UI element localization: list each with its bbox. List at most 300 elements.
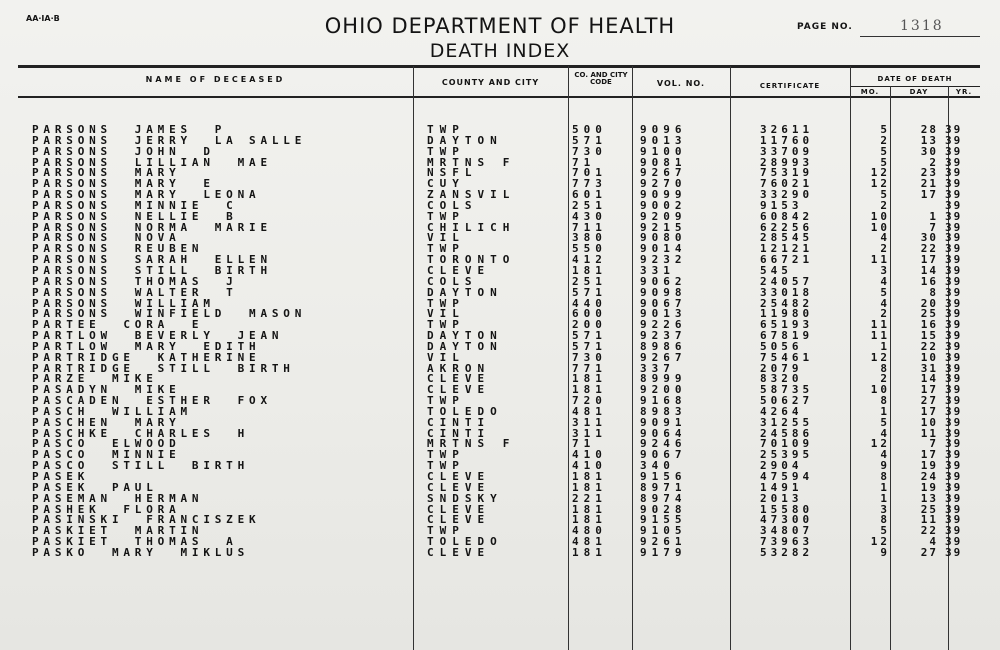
deceased-name: PARTEE CORA E (32, 318, 204, 332)
county-city-code: 571 (572, 329, 607, 343)
volume-number: 9261 (640, 535, 687, 549)
deceased-name: PASKO MARY MIKLUS (32, 545, 250, 559)
certificate-number: 1491 (760, 480, 803, 494)
header-year: YR. (955, 88, 973, 96)
certificate-number: 2079 (760, 361, 803, 375)
deceased-name: PARSONS WINFIELD MASON (32, 307, 307, 321)
index-rows (0, 124, 1000, 558)
death-year: 39 (945, 231, 963, 245)
county-city: CINTI (427, 426, 491, 440)
county-city-code: 181 (572, 480, 607, 494)
county-city-code: 410 (572, 459, 607, 473)
county-city-code: 481 (572, 535, 607, 549)
death-year: 39 (945, 535, 963, 549)
death-year: 39 (945, 123, 963, 136)
page-title: OHIO DEPARTMENT OF HEALTH (324, 14, 676, 38)
death-year: 39 (945, 426, 963, 440)
county-city-code: 730 (572, 350, 607, 364)
form-code: AA·IA·B (26, 14, 60, 23)
death-month: 5 (880, 285, 890, 299)
death-month: 3 (880, 502, 890, 516)
county-city: CLEVE (427, 545, 491, 559)
death-day: 25 (920, 307, 938, 321)
table-row (0, 460, 1000, 471)
county-city-code: 601 (572, 188, 607, 202)
volume-number: 9179 (640, 545, 687, 559)
county-city: CUY (427, 177, 465, 191)
death-month: 10 (870, 220, 890, 234)
death-day: 10 (920, 350, 938, 364)
deceased-name: PARSONS WALTER T (32, 285, 238, 299)
death-year: 39 (945, 394, 963, 408)
volume-number: 9080 (640, 231, 687, 245)
death-year: 39 (945, 480, 963, 494)
county-city: TWP (427, 209, 465, 223)
certificate-number: 76021 (760, 177, 814, 191)
deceased-name: PARSONS MARY (32, 166, 181, 180)
deceased-name: PASEK (32, 470, 90, 483)
county-city: TWP (427, 318, 465, 332)
death-month: 11 (870, 253, 890, 267)
death-month: 8 (880, 470, 890, 483)
death-day: 13 (920, 133, 938, 147)
deceased-name: PASCADEN ESTHER FOX (32, 394, 272, 408)
death-year: 39 (945, 350, 963, 364)
death-day: 17 (920, 188, 938, 202)
volume-number: 9270 (640, 177, 687, 191)
deceased-name: PARSONS SARAH ELLEN (32, 253, 272, 267)
page-subtitle: DEATH INDEX (429, 40, 571, 62)
death-year: 39 (945, 372, 963, 386)
death-day: 27 (920, 394, 938, 408)
county-city: DAYTON (427, 133, 503, 147)
county-city: CLEVE (427, 470, 491, 483)
deceased-name: PASKIET THOMAS A (32, 535, 238, 549)
county-city: SNDSKY (427, 491, 503, 505)
county-city-code: 550 (572, 242, 607, 256)
deceased-name: PASCH WILLIAM (32, 404, 192, 418)
certificate-number: 70109 (760, 437, 814, 451)
county-city-code: 251 (572, 274, 607, 288)
county-city: CLEVE (427, 263, 491, 277)
deceased-name: PASCO MINNIE (32, 448, 181, 462)
county-city-code: 221 (572, 491, 607, 505)
death-year: 39 (945, 177, 963, 191)
death-month: 5 (880, 155, 890, 169)
certificate-number: 545 (760, 263, 792, 277)
county-city-code: 380 (572, 231, 607, 245)
date-header-divider (850, 86, 980, 87)
county-city-code: 480 (572, 524, 607, 538)
county-city: CHILICH (427, 220, 516, 234)
county-city-code: 571 (572, 339, 607, 353)
death-day: 16 (920, 274, 938, 288)
certificate-number: 2013 (760, 491, 803, 505)
county-city: COLS (427, 198, 478, 212)
certificate-number: 28545 (760, 231, 814, 245)
county-city: COLS (427, 274, 478, 288)
county-city-code: 730 (572, 144, 607, 158)
deceased-name: PARTLOW BEVERLY JEAN (32, 329, 284, 343)
death-year: 39 (945, 448, 963, 462)
death-day: 17 (920, 383, 938, 397)
death-day: 22 (920, 242, 938, 256)
certificate-number: 50627 (760, 394, 814, 408)
death-year: 39 (945, 404, 963, 418)
deceased-name: PASCO ELWOOD (32, 437, 181, 451)
county-city-code: 701 (572, 166, 607, 180)
county-city-code: 251 (572, 198, 607, 212)
certificate-number: 24057 (760, 274, 814, 288)
certificate-number: 67819 (760, 329, 814, 343)
county-city-code: 711 (572, 220, 607, 234)
county-city: AKRON (427, 361, 491, 375)
deceased-name: PARTLOW MARY EDITH (32, 339, 261, 353)
page-number-underline (860, 36, 980, 37)
volume-number: 9081 (640, 155, 687, 169)
certificate-number: 12121 (760, 242, 814, 256)
county-city-code: 200 (572, 318, 607, 332)
volume-number: 8999 (640, 372, 687, 386)
county-city: TORONTO (427, 253, 516, 267)
death-day: 1 (929, 209, 938, 223)
deceased-name: PARSONS JAMES P (32, 123, 227, 136)
deceased-name: PASEMAN HERMAN (32, 491, 204, 505)
county-city-code: 181 (572, 470, 607, 483)
death-month: 4 (880, 231, 890, 245)
death-month: 5 (880, 123, 890, 136)
header-cert: CERTIFICATE (759, 82, 821, 90)
county-city-code: 571 (572, 133, 607, 147)
county-city-code: 311 (572, 426, 607, 440)
certificate-number: 34807 (760, 524, 814, 538)
certificate-number: 4264 (760, 404, 803, 418)
death-day: 8 (929, 285, 938, 299)
death-month: 1 (880, 480, 890, 494)
death-day: 17 (920, 448, 938, 462)
county-city: VIL (427, 350, 465, 364)
volume-number: 8986 (640, 339, 687, 353)
county-city: TWP (427, 394, 465, 408)
death-year: 39 (945, 470, 963, 483)
county-city-code: 181 (572, 545, 607, 559)
certificate-number: 8320 (760, 372, 803, 386)
death-day: 16 (920, 318, 938, 332)
volume-number: 9168 (640, 394, 687, 408)
death-day: 13 (920, 491, 938, 505)
deceased-name: PARSONS MINNIE C (32, 198, 238, 212)
deceased-name: PARSONS REUBEN (32, 242, 204, 256)
certificate-number: 65193 (760, 318, 814, 332)
county-city-code: 412 (572, 253, 607, 267)
table-row (0, 352, 1000, 363)
death-year: 39 (945, 209, 963, 223)
county-city: DAYTON (427, 329, 503, 343)
county-city-code: 500 (572, 123, 607, 136)
death-year: 39 (945, 253, 963, 267)
certificate-number: 9153 (760, 198, 803, 212)
death-month: 4 (880, 296, 890, 310)
county-city: CLEVE (427, 372, 491, 386)
certificate-number: 62256 (760, 220, 814, 234)
volume-number: 9232 (640, 253, 687, 267)
deceased-name: PARTRIDGE KATHERINE (32, 350, 261, 364)
deceased-name: PARSONS NOVA (32, 231, 181, 245)
volume-number: 9067 (640, 448, 687, 462)
death-day: 4 (929, 535, 938, 549)
death-month: 2 (880, 198, 890, 212)
death-month: 12 (870, 350, 890, 364)
deceased-name: PASCO STILL BIRTH (32, 459, 250, 473)
county-city-code: 181 (572, 502, 607, 516)
county-city: DAYTON (427, 285, 503, 299)
death-month: 11 (870, 318, 890, 332)
county-city: TWP (427, 144, 465, 158)
death-month: 1 (880, 339, 890, 353)
certificate-number: 66721 (760, 253, 814, 267)
death-month: 8 (880, 394, 890, 408)
death-day: 14 (920, 372, 938, 386)
volume-number: 9209 (640, 209, 687, 223)
certificate-number: 33290 (760, 188, 814, 202)
county-city: TWP (427, 242, 465, 256)
death-month: 5 (880, 524, 890, 538)
deceased-name: PASEK PAUL (32, 480, 158, 494)
volume-number: 9155 (640, 513, 687, 527)
table-row (0, 287, 1000, 298)
county-city: NSFL (427, 166, 478, 180)
death-year: 39 (945, 318, 963, 332)
page-number-label: PAGE NO. (797, 22, 853, 32)
volume-number: 9002 (640, 198, 687, 212)
death-year: 39 (945, 198, 963, 212)
header-name: NAME OF DECEASED (145, 75, 286, 84)
county-city-code: 773 (572, 177, 607, 191)
volume-number: 9014 (640, 242, 687, 256)
death-year: 39 (945, 415, 963, 429)
death-year: 39 (945, 274, 963, 288)
death-month: 12 (870, 177, 890, 191)
volume-number: 9096 (640, 123, 687, 136)
death-day: 17 (920, 253, 938, 267)
death-month: 2 (880, 372, 890, 386)
death-day: 25 (920, 502, 938, 516)
county-city: TWP (427, 123, 465, 136)
deceased-name: PARSONS MARY LEONA (32, 188, 261, 202)
certificate-number: 33018 (760, 285, 814, 299)
county-city-code: 410 (572, 448, 607, 462)
death-day: 24 (920, 470, 938, 483)
county-city-code: 311 (572, 415, 607, 429)
death-year: 39 (945, 437, 963, 451)
death-month: 12 (870, 166, 890, 180)
deceased-name: PASKIET MARTIN (32, 524, 204, 538)
county-city-code: 181 (572, 383, 607, 397)
certificate-number: 75461 (760, 350, 814, 364)
death-month: 12 (870, 437, 890, 451)
death-year: 39 (945, 545, 963, 559)
deceased-name: PARSONS THOMAS J (32, 274, 238, 288)
certificate-number: 25395 (760, 448, 814, 462)
deceased-name: PASCHEN MARY (32, 415, 181, 429)
county-city: TWP (427, 296, 465, 310)
certificate-number: 33709 (760, 144, 814, 158)
volume-number: 9091 (640, 415, 687, 429)
volume-number: 9226 (640, 318, 687, 332)
certificate-number: 32611 (760, 123, 814, 136)
volume-number: 8971 (640, 480, 687, 494)
death-month: 10 (870, 383, 890, 397)
death-year: 39 (945, 339, 963, 353)
county-city: CLEVE (427, 502, 491, 516)
death-year: 39 (945, 491, 963, 505)
header-month: MO. (860, 88, 880, 96)
death-month: 12 (870, 535, 890, 549)
volume-number: 9099 (640, 188, 687, 202)
death-year: 39 (945, 155, 963, 169)
county-city: TWP (427, 524, 465, 538)
death-month: 1 (880, 491, 890, 505)
death-year: 39 (945, 144, 963, 158)
volume-number: 9200 (640, 383, 687, 397)
county-city-code: 600 (572, 307, 607, 321)
death-year: 39 (945, 188, 963, 202)
volume-number: 9156 (640, 470, 687, 483)
volume-number: 9105 (640, 524, 687, 538)
volume-number: 331 (640, 263, 675, 277)
county-city: CLEVE (427, 480, 491, 494)
county-city-code: 71 (572, 437, 596, 451)
death-month: 8 (880, 361, 890, 375)
table-row (0, 417, 1000, 428)
county-city-code: 181 (572, 263, 607, 277)
death-year: 39 (945, 296, 963, 310)
header-code: CO. AND CITY CODE (574, 71, 628, 86)
deceased-name: PASINSKI FRANCISZEK (32, 513, 261, 527)
death-day: 14 (920, 263, 938, 277)
death-month: 3 (880, 263, 890, 277)
volume-number: 9215 (640, 220, 687, 234)
deceased-name: PASCHKE CHARLES H (32, 426, 250, 440)
death-day: 21 (920, 177, 938, 191)
death-month: 9 (880, 545, 890, 559)
death-year: 39 (945, 263, 963, 277)
death-day: 22 (920, 339, 938, 353)
death-year: 39 (945, 524, 963, 538)
death-day: 22 (920, 524, 938, 538)
deceased-name: PARSONS STILL BIRTH (32, 263, 272, 277)
deceased-name: PARSONS WILLIAM (32, 296, 215, 310)
header-date: DATE OF DEATH (877, 75, 953, 83)
header-bottom-rule (18, 96, 980, 98)
county-city: TOLEDO (427, 535, 503, 549)
death-month: 2 (880, 133, 890, 147)
certificate-number: 60842 (760, 209, 814, 223)
death-month: 2 (880, 307, 890, 321)
death-day: 10 (920, 415, 938, 429)
death-year: 39 (945, 166, 963, 180)
county-city-code: 571 (572, 285, 607, 299)
county-city: CLEVE (427, 513, 491, 527)
table-row (0, 146, 1000, 157)
volume-number: 8983 (640, 404, 687, 418)
death-day: 23 (920, 166, 938, 180)
volume-number: 9013 (640, 133, 687, 147)
county-city: CLEVE (427, 383, 491, 397)
county-city: MRTNS F (427, 437, 516, 451)
county-city: DAYTON (427, 339, 503, 353)
deceased-name: PARSONS LILLIAN MAE (32, 155, 272, 169)
certificate-number: 58735 (760, 383, 814, 397)
volume-number: 9267 (640, 166, 687, 180)
death-month: 8 (880, 513, 890, 527)
deceased-name: PARSONS NELLIE B (32, 209, 238, 223)
deceased-name: PARSONS JOHN D (32, 144, 215, 158)
death-month: 11 (870, 329, 890, 343)
death-year: 39 (945, 242, 963, 256)
death-day: 7 (929, 220, 938, 234)
death-day: 2 (929, 155, 938, 169)
death-year: 39 (945, 329, 963, 343)
death-year: 39 (945, 307, 963, 321)
certificate-number: 73963 (760, 535, 814, 549)
county-city-code: 720 (572, 394, 607, 408)
certificate-number: 53282 (760, 545, 814, 559)
deceased-name: PARSONS MARY E (32, 177, 215, 191)
certificate-number: 5056 (760, 339, 803, 353)
page-number-value: 1318 (900, 18, 944, 34)
volume-number: 9064 (640, 426, 687, 440)
death-day: 20 (920, 296, 938, 310)
death-day: 19 (920, 459, 938, 473)
death-year: 39 (945, 220, 963, 234)
volume-number: 9013 (640, 307, 687, 321)
county-city: TWP (427, 448, 465, 462)
county-city: CINTI (427, 415, 491, 429)
death-year: 39 (945, 459, 963, 473)
death-day: 17 (920, 404, 938, 418)
death-day: 28 (920, 123, 938, 136)
county-city: VIL (427, 307, 465, 321)
volume-number: 337 (640, 361, 675, 375)
header-vol: VOL. NO. (656, 79, 706, 88)
deceased-name: PASHEK FLORA (32, 502, 181, 516)
county-city: TWP (427, 459, 465, 473)
header-day: DAY (909, 88, 929, 96)
county-city-code: 440 (572, 296, 607, 310)
certificate-number: 2904 (760, 459, 803, 473)
deceased-name: PARZE MIKE (32, 372, 158, 386)
death-month: 5 (880, 188, 890, 202)
death-day: 30 (920, 144, 938, 158)
deceased-name: PARTRIDGE STILL BIRTH (32, 361, 295, 375)
certificate-number: 47300 (760, 513, 814, 527)
volume-number: 9237 (640, 329, 687, 343)
volume-number: 9267 (640, 350, 687, 364)
county-city-code: 181 (572, 372, 607, 386)
death-year: 39 (945, 285, 963, 299)
volume-number: 9100 (640, 144, 687, 158)
table-row (0, 211, 1000, 222)
death-day: 27 (920, 545, 938, 559)
certificate-number: 75319 (760, 166, 814, 180)
death-month: 10 (870, 209, 890, 223)
county-city-code: 771 (572, 361, 607, 375)
death-month: 2 (880, 242, 890, 256)
death-month: 5 (880, 415, 890, 429)
volume-number: 9246 (640, 437, 687, 451)
death-month: 1 (880, 404, 890, 418)
